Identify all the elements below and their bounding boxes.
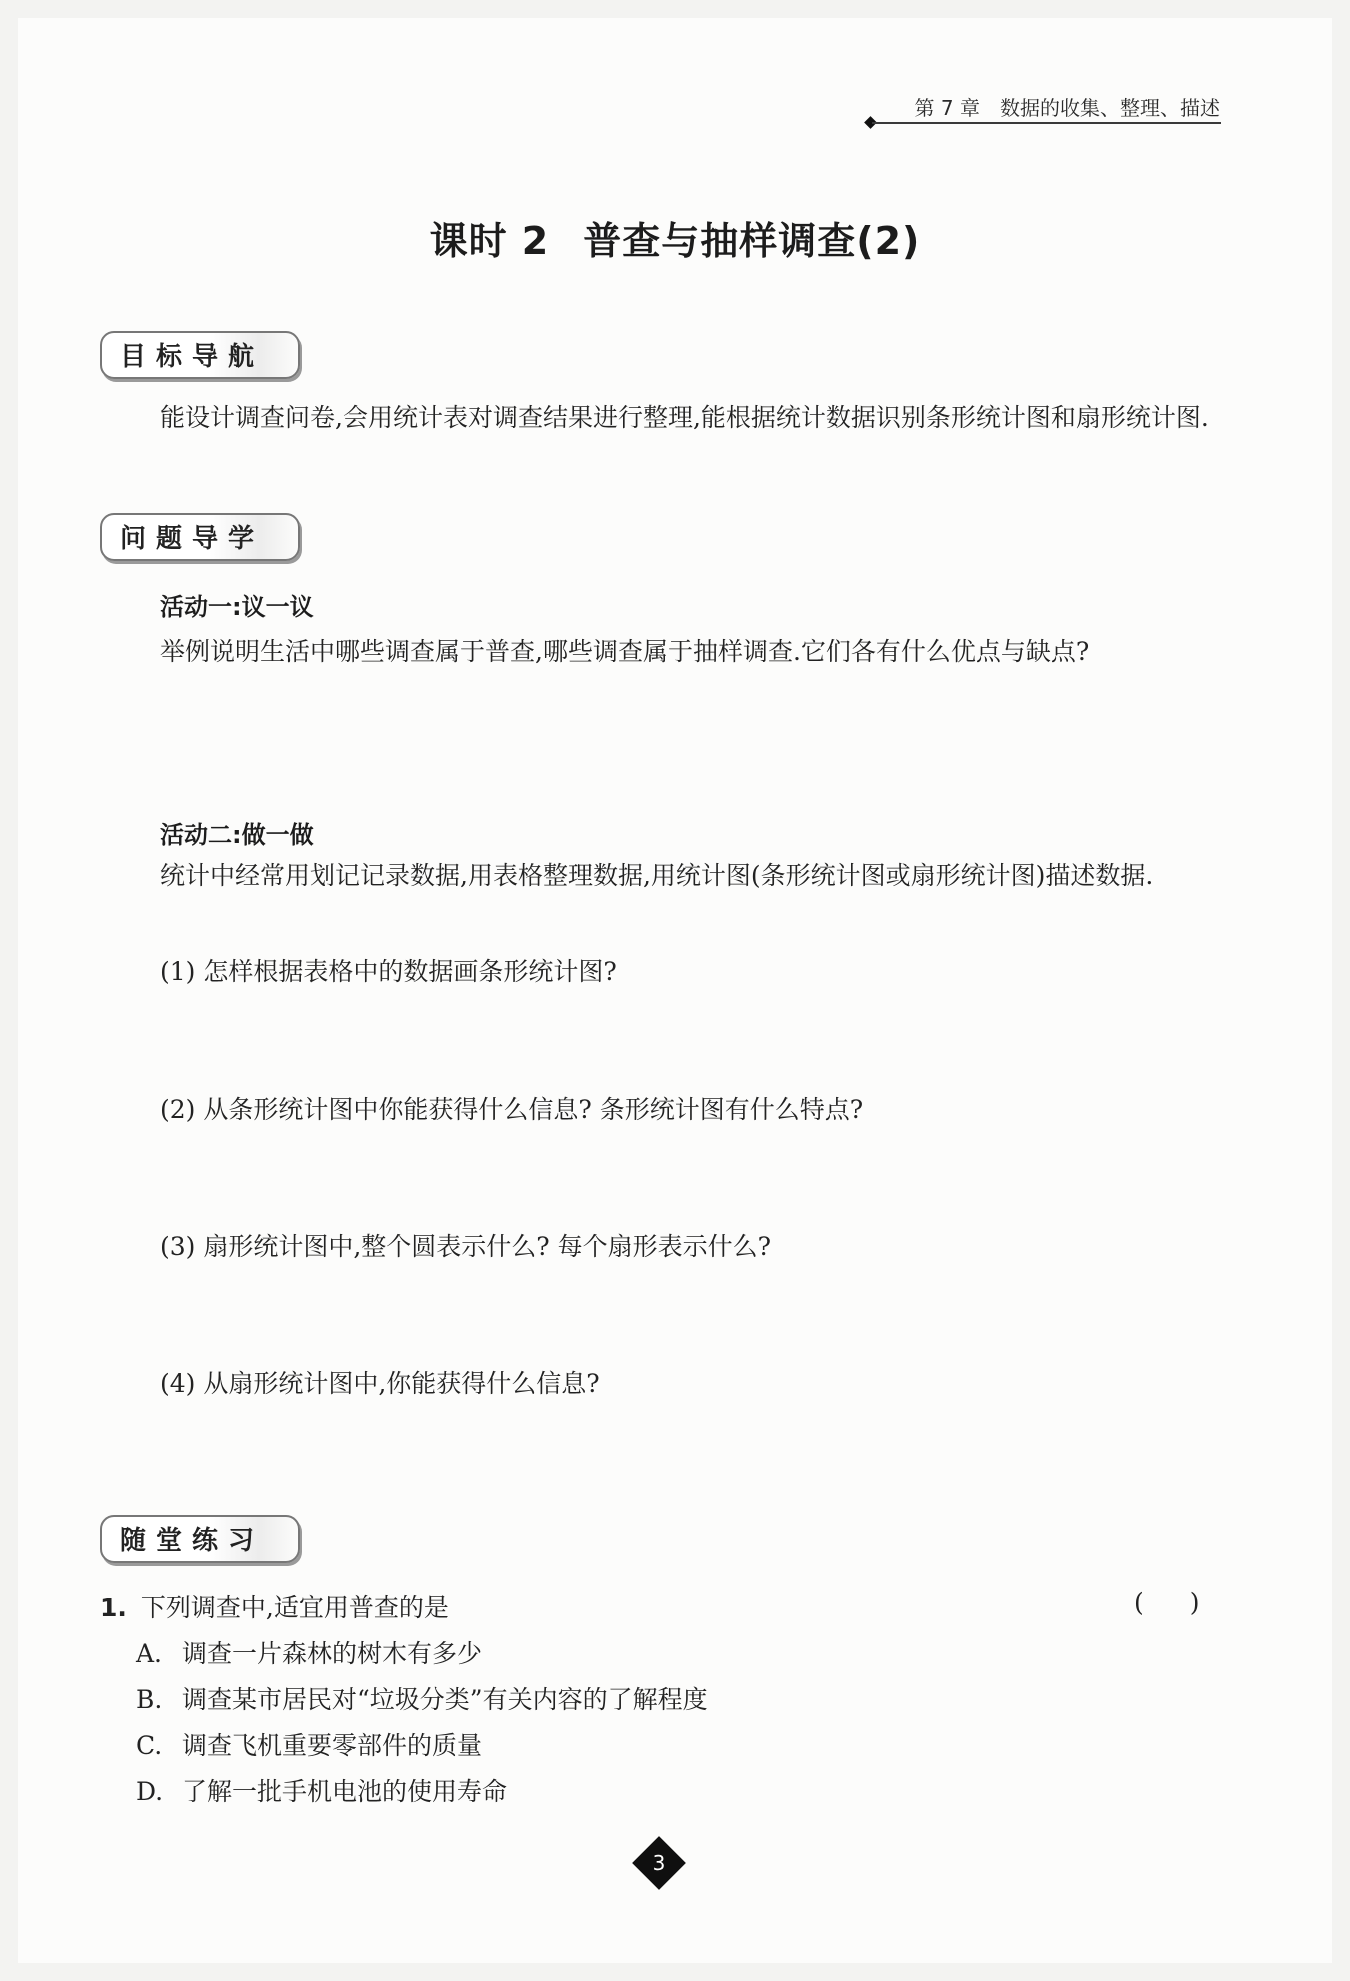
chapter-header: 第 7 章 数据的收集、整理、描述 xyxy=(914,96,1220,120)
question-item: (3) 扇形统计图中,整个圆表示什么? 每个扇形表示什么? xyxy=(160,1232,772,1261)
question-item: (2) 从条形统计图中你能获得什么信息? 条形统计图有什么特点? xyxy=(160,1095,864,1124)
option-b xyxy=(136,1680,708,1716)
option-text: 调查某市居民对“垃圾分类”有关内容的了解程度 xyxy=(182,1685,708,1714)
goal-text: 能设计调查问卷,会用统计表对调查结果进行整理,能根据统计数据识别条形统计图和扇形统计图. xyxy=(160,403,1209,432)
lesson-topic: 普查与抽样调查(2) xyxy=(583,219,921,263)
lesson-title xyxy=(0,210,1350,265)
option-text: 调查飞机重要零部件的质量 xyxy=(182,1731,483,1760)
option-a xyxy=(136,1634,482,1670)
lesson-number: 课时 2 xyxy=(429,219,550,263)
activity1-title: 活动一:议一议 xyxy=(160,593,314,621)
activity2-text: 统计中经常用划记记录数据,用表格整理数据,用统计图(条形统计图或扇形统计图)描述数据. xyxy=(160,861,1154,890)
page-sheet xyxy=(18,18,1332,1963)
option-letter: D. xyxy=(136,1777,164,1806)
activity1-text: 举例说明生活中哪些调查属于普查,哪些调查属于抽样调查.它们各有什么优点与缺点? xyxy=(160,637,1090,666)
answer-bracket: () xyxy=(1134,1588,1246,1617)
practice-question-1 xyxy=(100,1588,449,1624)
section-badge-goal: 目标导航 xyxy=(100,331,300,379)
question-stem: 下列调查中,适宜用普查的是 xyxy=(140,1593,449,1622)
option-letter: B. xyxy=(136,1685,163,1714)
option-text: 调查一片森林的树木有多少 xyxy=(182,1639,483,1668)
page-number: 3 xyxy=(652,1851,666,1875)
header-rule xyxy=(872,122,1221,124)
question-item: (1) 怎样根据表格中的数据画条形统计图? xyxy=(160,957,617,986)
option-letter: A. xyxy=(136,1639,163,1668)
section-badge-practice: 随堂练习 xyxy=(100,1515,300,1563)
option-text: 了解一批手机电池的使用寿命 xyxy=(182,1777,508,1806)
question-number: 1. xyxy=(100,1593,127,1622)
option-c xyxy=(136,1726,482,1762)
question-item: (4) 从扇形统计图中,你能获得什么信息? xyxy=(160,1369,600,1398)
option-d xyxy=(136,1772,507,1808)
option-letter: C. xyxy=(136,1731,163,1760)
section-badge-guide: 问题导学 xyxy=(100,513,300,561)
activity2-title: 活动二:做一做 xyxy=(160,821,314,849)
